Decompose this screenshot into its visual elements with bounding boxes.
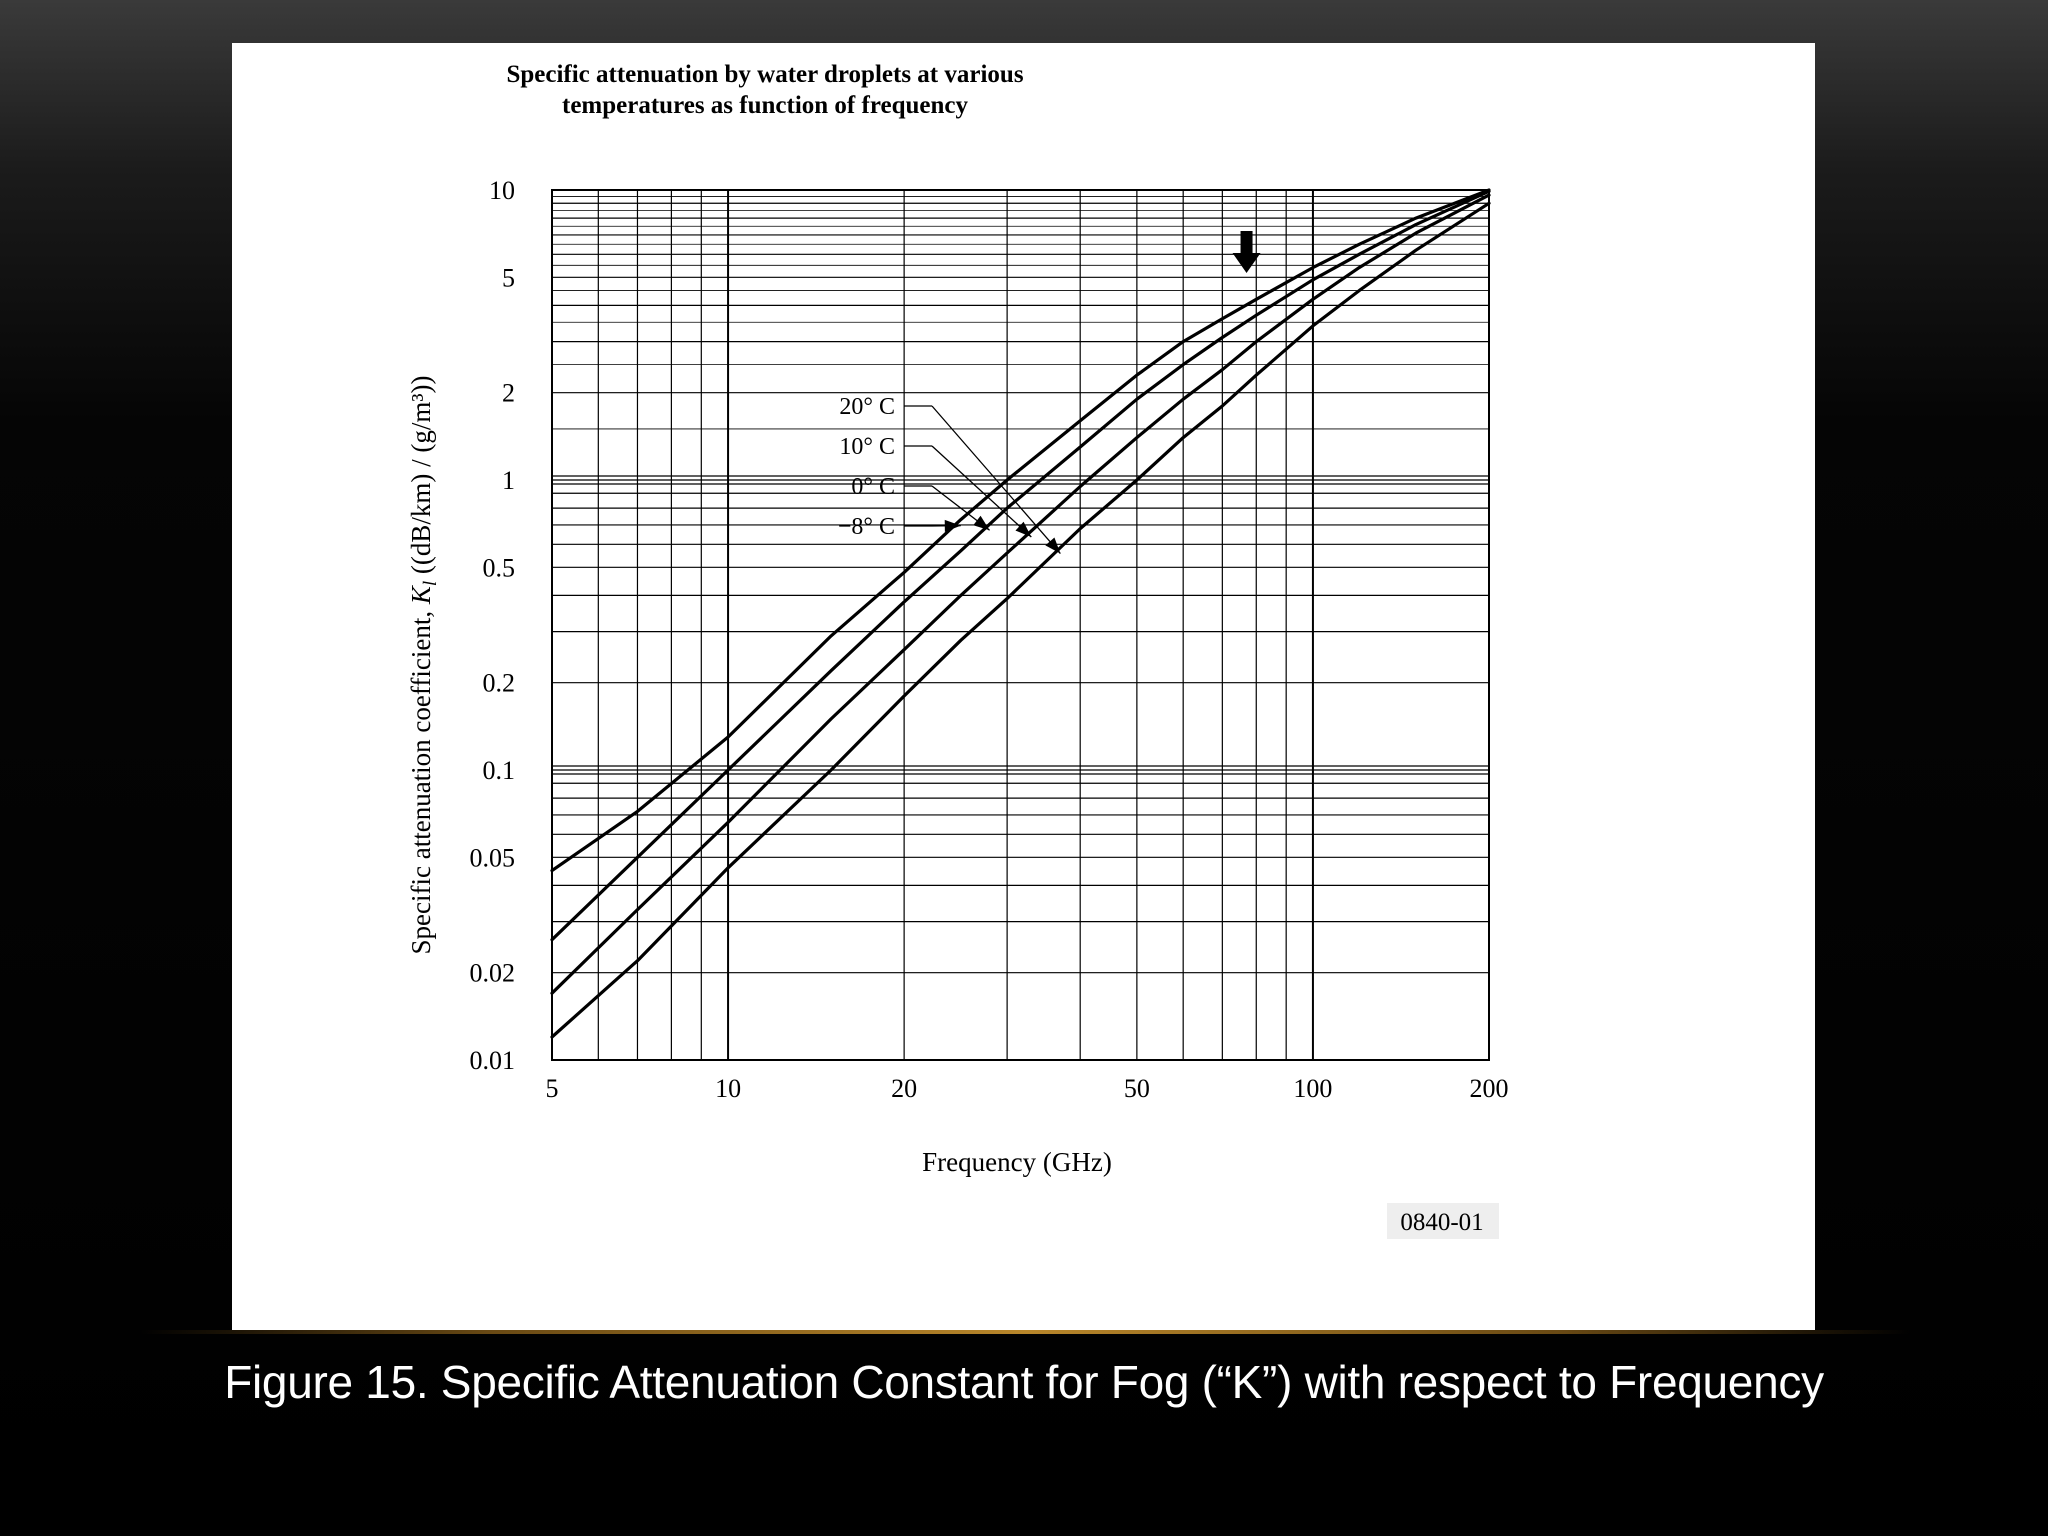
chart-title-line2: temperatures as function of frequency xyxy=(562,92,968,119)
curve-label: 20° C xyxy=(839,394,895,420)
x-tick-label: 5 xyxy=(545,1074,559,1103)
x-tick-label: 200 xyxy=(1469,1074,1509,1103)
curve-labels xyxy=(838,394,895,540)
y-axis-label-prefix: Specific attenuation coefficient, xyxy=(406,604,436,955)
leader-arrowhead xyxy=(1045,538,1060,554)
x-tick-label: 50 xyxy=(1123,1074,1150,1103)
minor-gridlines xyxy=(552,190,1489,1060)
y-axis-label-subscript: l xyxy=(420,580,441,587)
curve-label: 10° C xyxy=(839,434,895,460)
y-tick-label: 0.5 xyxy=(482,553,515,583)
attenuation-chart xyxy=(232,43,1815,1330)
major-gridlines xyxy=(552,190,1489,1060)
y-tick-label: 5 xyxy=(502,263,515,293)
figure-code: 0840-01 xyxy=(1400,1209,1484,1236)
y-axis-label-symbol: K xyxy=(406,586,436,605)
leader-arrowhead xyxy=(973,516,989,531)
figure-panel xyxy=(232,43,1815,1330)
curve-label: −8° C xyxy=(837,514,895,540)
x-tick-labels xyxy=(546,1074,1509,1103)
y-tick-label: 0.2 xyxy=(482,668,515,698)
y-tick-label: 2 xyxy=(502,378,515,408)
x-tick-label: 10 xyxy=(715,1074,742,1103)
y-tick-label: 0.1 xyxy=(482,756,515,785)
series-lines xyxy=(552,190,1489,1037)
curve-label: 0° C xyxy=(851,474,895,500)
plot-frame xyxy=(552,190,1489,1060)
y-tick-labels xyxy=(470,176,516,1075)
caption-divider xyxy=(140,1330,1910,1334)
series-line-0 xyxy=(552,203,1489,1037)
series-line-1 xyxy=(552,195,1489,993)
y-axis-label xyxy=(406,376,441,955)
y-axis-label-suffix: ((dB/km) / (g/m³)) xyxy=(406,375,436,581)
y-tick-label: 10 xyxy=(489,176,515,205)
x-axis-label: Frequency (GHz) xyxy=(922,1147,1112,1177)
y-tick-label: 0.05 xyxy=(469,843,515,873)
y-tick-label: 0.02 xyxy=(469,958,515,988)
y-tick-label: 0.01 xyxy=(469,1046,515,1075)
series-line-2 xyxy=(552,191,1489,939)
x-tick-label: 20 xyxy=(891,1074,918,1103)
x-tick-label: 100 xyxy=(1293,1074,1333,1103)
chart-title-line1: Specific attenuation by water droplets at various xyxy=(506,61,1024,88)
y-tick-label: 1 xyxy=(502,466,515,495)
slide-caption: Figure 15. Specific Attenuation Constant for Fog (“K”) with respect to Frequency xyxy=(224,1356,1824,1408)
